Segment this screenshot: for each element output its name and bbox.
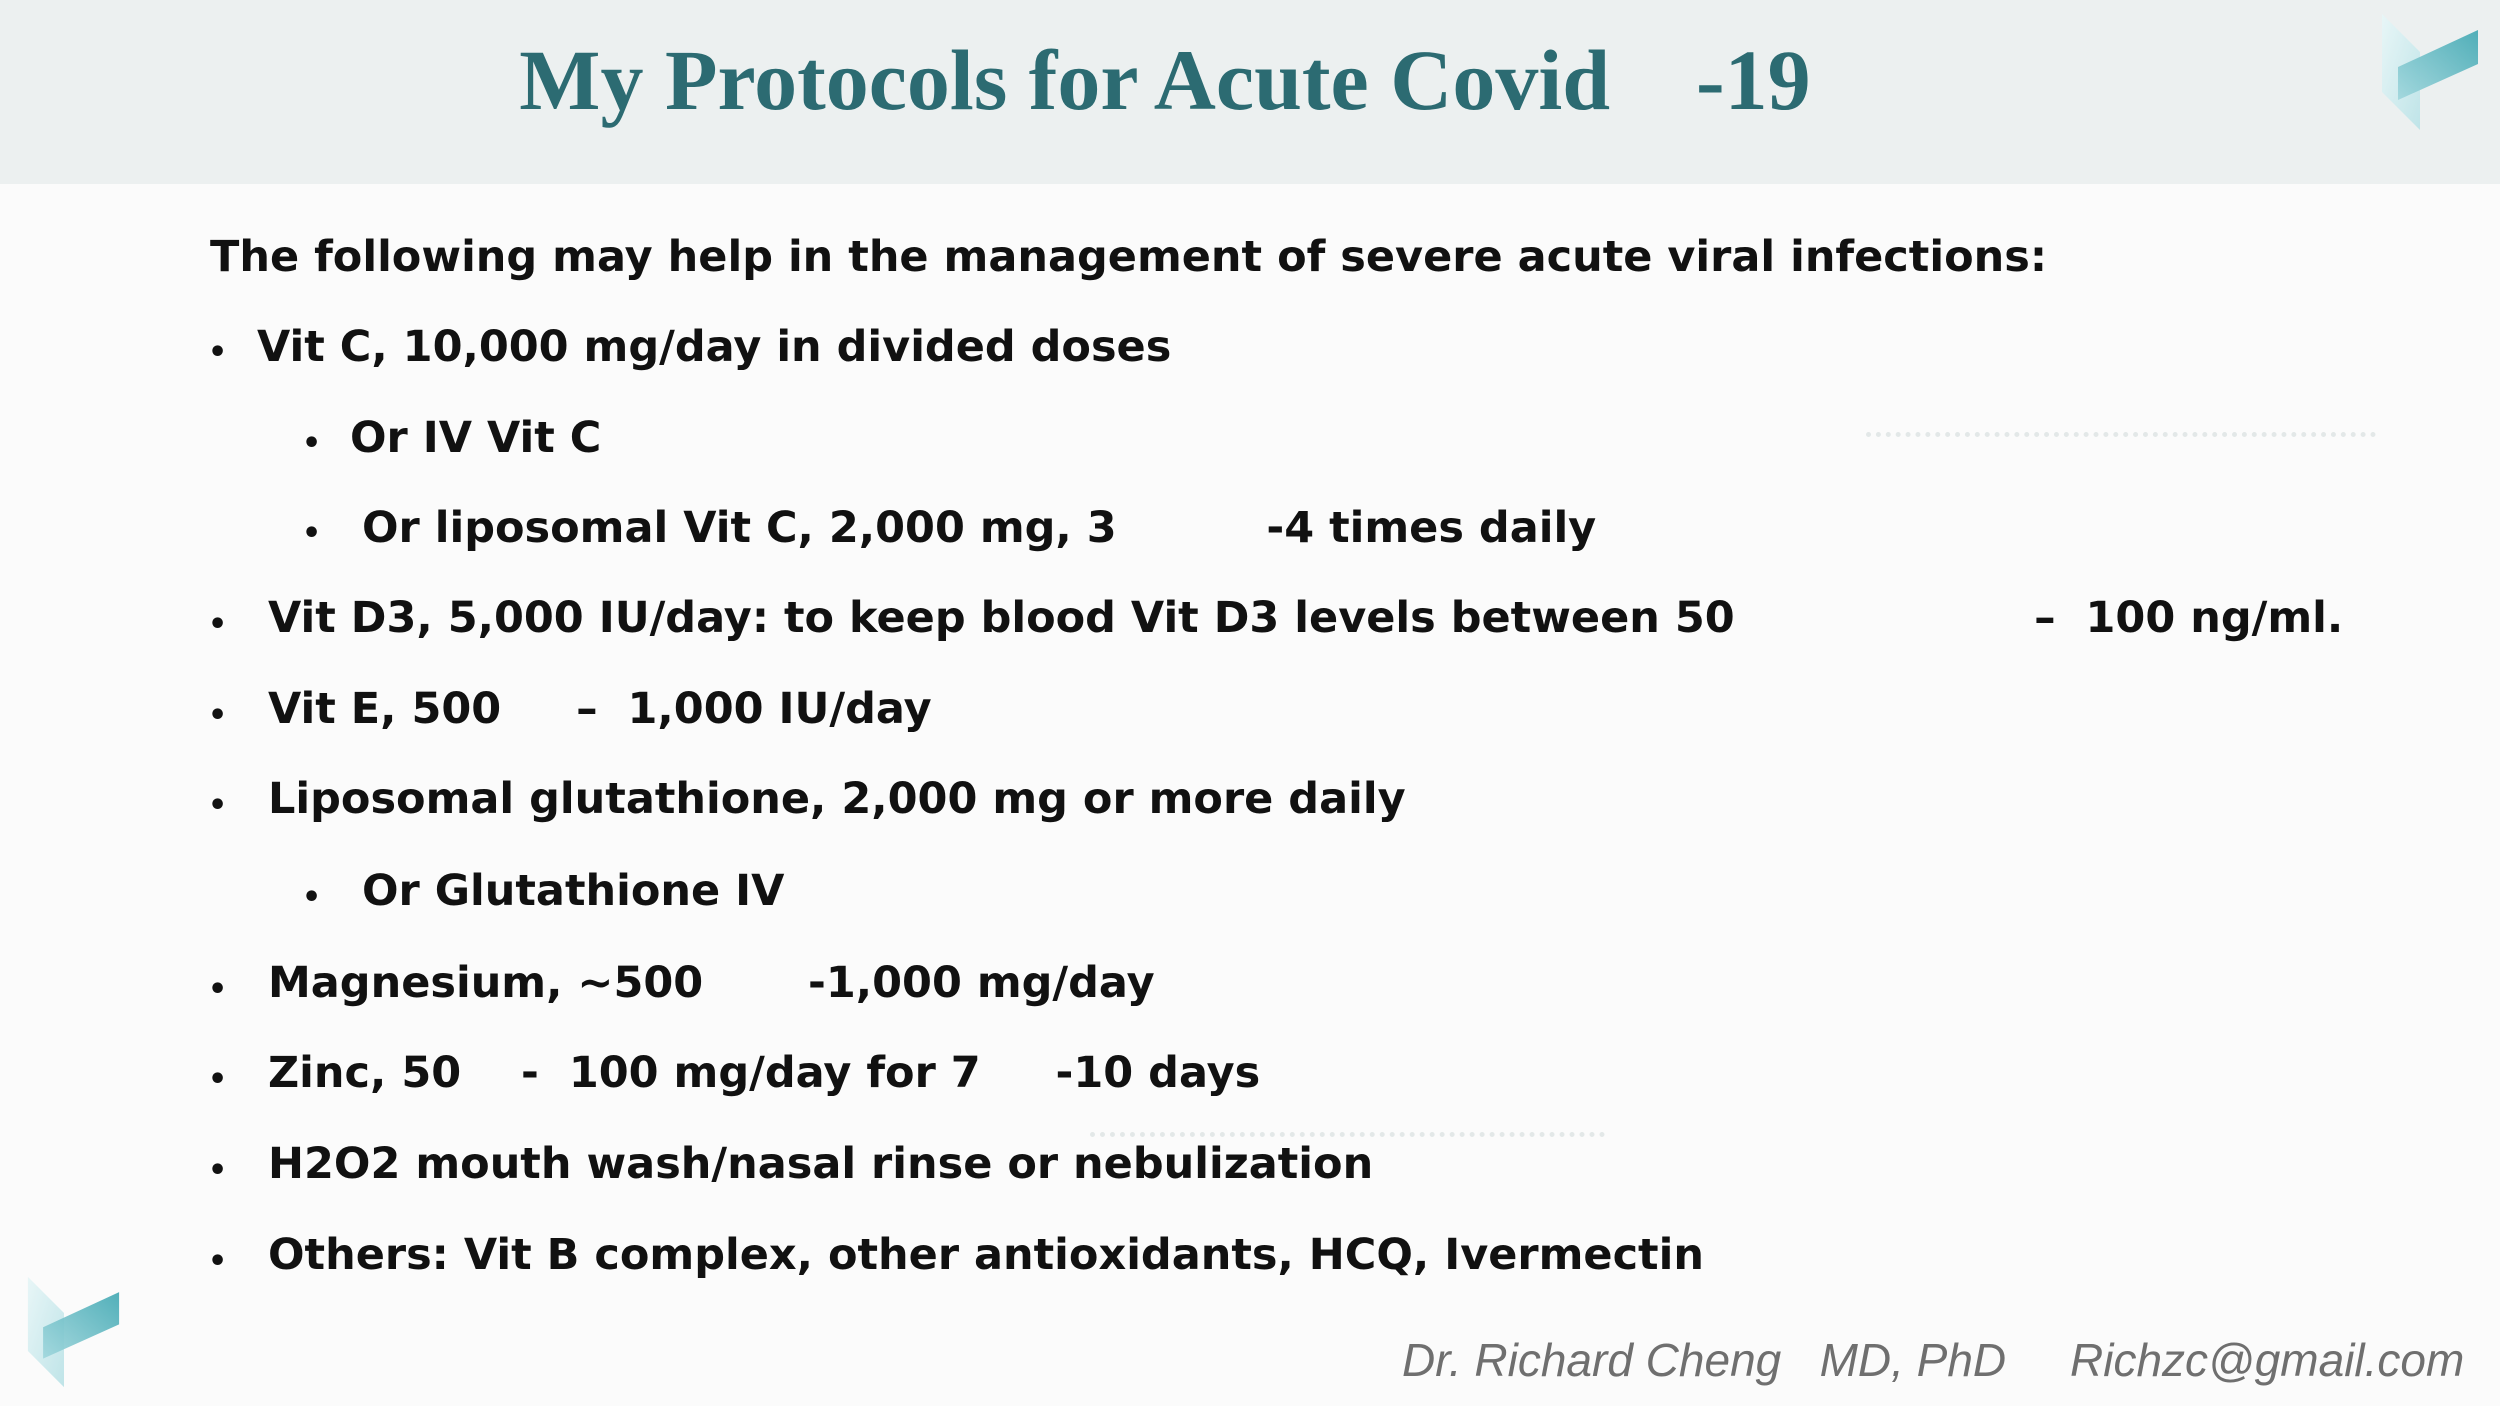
list-item: Vit D3, 5,000 IU/day: to keep blood Vit D3 levels between 50 – 100 ng/ml.	[268, 593, 2344, 643]
bullet-icon: •	[208, 607, 228, 642]
bullet-icon: •	[208, 335, 228, 370]
list-item: Or IV Vit C	[350, 413, 602, 463]
bullet-icon: •	[208, 698, 228, 733]
list-item: Liposomal glutathione, 2,000 mg or more daily	[268, 774, 1406, 824]
bullet-icon: •	[208, 788, 228, 823]
footer-email: Richzc@gmail.com	[2070, 1334, 2465, 1386]
brand-logo-icon	[26, 1272, 121, 1392]
list-item: Magnesium, ~500 -1,000 mg/day	[268, 958, 1155, 1008]
list-item: Zinc, 50 - 100 mg/day for 7 -10 days	[268, 1048, 1261, 1098]
bullet-icon: •	[208, 1153, 228, 1188]
bullet-icon: •	[208, 972, 228, 1007]
list-item: Or liposomal Vit C, 2,000 mg, 3 -4 times daily	[362, 503, 1597, 553]
intro-text: The following may help in the management of severe acute viral infections:	[210, 232, 2048, 282]
list-item: H2O2 mouth wash/nasal rinse or nebulization	[268, 1139, 1374, 1189]
list-item: Vit C, 10,000 mg/day in divided doses	[257, 322, 1172, 372]
bullet-icon: •	[208, 1062, 228, 1097]
slide-title: My Protocols for Acute Covid -19	[519, 32, 1811, 128]
footer-author: Dr. Richard Cheng MD, PhD	[1402, 1334, 2007, 1386]
list-item: Others: Vit B complex, other antioxidants, HCQ, Ivermectin	[268, 1230, 1704, 1280]
bullet-icon: •	[302, 426, 322, 461]
bullet-icon: •	[302, 516, 322, 551]
list-item: Or Glutathione IV	[362, 866, 785, 916]
list-item: Vit E, 500 – 1,000 IU/day	[268, 684, 932, 734]
bullet-icon: •	[208, 1244, 228, 1279]
bullet-icon: •	[302, 880, 322, 915]
